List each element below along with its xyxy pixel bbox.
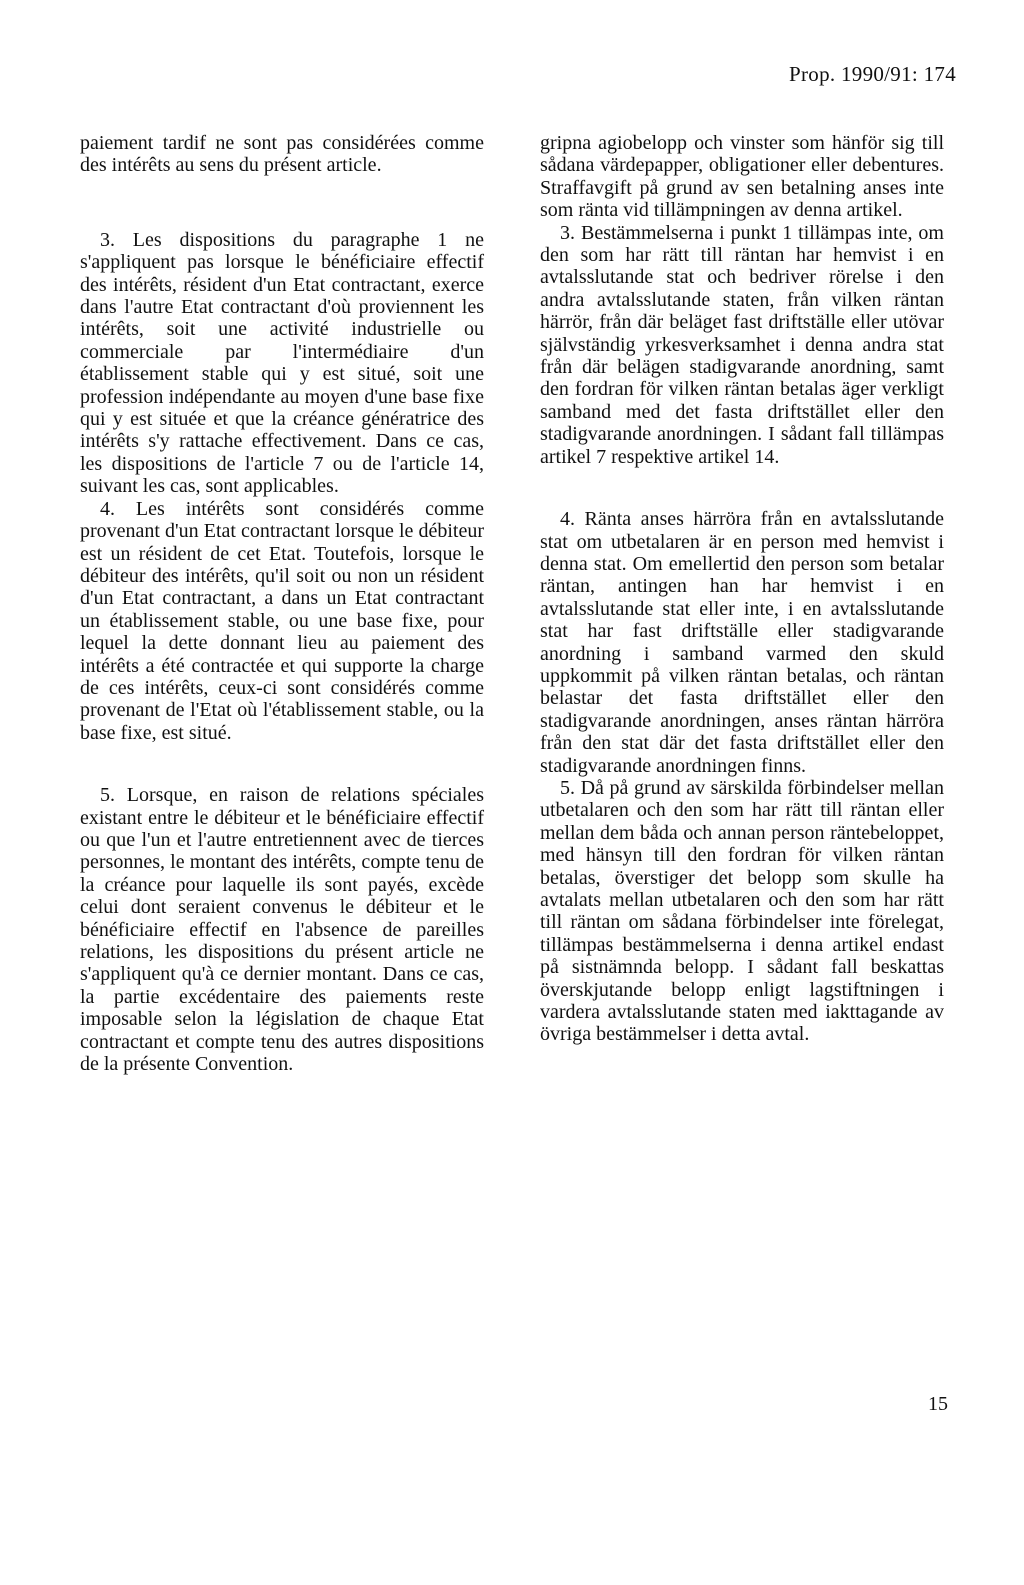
swedish-paragraph-continuation: gripna agiobelopp och vinster som hänför sig till sådana värdepapper, obligationer eller debentures. Straffavgift på grund av sen betalning anses inte som ränta vid tillämpningen av denna artikel. [540, 132, 944, 222]
french-paragraph-5: 5. Lorsque, en raison de relations spéciales existant entre le débiteur et le bénéficiaire effectif ou que l'un et l'autre entretiennent avec de tierces personnes, le montant des intérêts, compte tenu de la créance pour laquelle ils sont payés, excède celui dont seraient convenus le débiteur et le bénéficiaire effectif en l'absence de pareilles relations, les dispositions du présent article ne s'appliquent qu'à ce dernier montant. Dans ce cas, la partie excédentaire des paiements reste imposable selon la législation de chaque Etat contractant et compte tenu des autres dispositions de la présente Convention. [80, 784, 484, 1076]
swedish-paragraph-5: 5. Då på grund av särskilda förbindelser mellan utbetalaren och den som har rätt till räntan eller mellan dem båda och annan person räntebeloppet, med hänsyn till den fordran för vilken räntan betalas, överstiger det belopp som skulle ha avtalats mellan utbetalaren och den som har rätt till räntan om sådana förbindelser inte förelegat, tillämpas bestämmelserna i denna artikel endast på sistnämnda belopp. I sådant fall beskattas överskjutande belopp enligt lagstiftningen i vardera avtalsslutande staten med iakttagande av övriga bestämmelser i detta avtal. [540, 776, 944, 1046]
page-number: 15 [928, 1393, 948, 1415]
swedish-paragraph-4: 4. Ränta anses härröra från en avtalsslutande stat om utbetalaren är en person med hemvist i denna stat. Om emellertid den person som betalar räntan, antingen han har hemvist i en avtalsslutande stat eller inte, i en avtalsslutande stat har fast driftställe eller stadigvarande anordning i samband varmed den skuld uppkommit på vilken räntan betalas, och räntan belastar det fasta driftstället eller den stadigvarande anordningen, anses räntan härröra från den stat där det fasta driftstället eller den stadigvarande anordningen finns. [540, 508, 944, 777]
french-column [80, 132, 484, 1075]
french-paragraph-4: 4. Les intérêts sont considérés comme provenant d'un Etat contractant lorsque le débiteur est un résident de cet Etat. Toutefois, lorsque le débiteur des intérêts, qu'il soit ou non un résident d'un Etat contractant, a dans un Etat contractant un établissement stable, ou une base fixe, pour lequel la dette donnant lieu au paiement des intérêts a été contractée et qui supporte la charge de ces intérêts, ceux-ci sont considérés comme provenant de l'Etat où l'établissement stable, ou la base fixe, est situé. [80, 497, 484, 744]
french-paragraph-3: 3. Les dispositions du paragraphe 1 ne s'appliquent pas lorsque le bénéficiaire effectif des intérêts, résident d'un Etat contractant, exerce dans l'autre Etat contractant d'où proviennent les intérêts, soit une activité industrielle ou commerciale par l'intermédiaire d'un établissement stable qui y est situé, soit une profession indépendante au moyen d'une base fixe qui y est située et que la créance génératrice des intérêts s'y rattache effectivement. Dans ce cas, les dispositions de l'article 7 ou de l'article 14, suivant les cas, sont applicables. [80, 228, 484, 498]
swedish-paragraph-3: 3. Bestämmelserna i punkt 1 tillämpas inte, om den som har rätt till räntan har hemvist i en avtalsslutande stat och bedriver rörelse i den andra avtalsslutande staten, från vilken räntan härrör, från där beläget fast driftställe eller utövar självständig yrkesverksamhet i denna andra stat från där belägen stadigvarande anordning, samt den fordran för vilken räntan betalas äger verkligt samband med det fasta driftstället eller den stadigvarande anordningen. I sådant fall tillämpas artikel 7 respektive artikel 14. [540, 221, 944, 468]
swedish-column [540, 132, 944, 1046]
running-head: Prop. 1990/91: 174 [789, 62, 956, 86]
french-paragraph-continuation: paiement tardif ne sont pas considérées comme des intérêts au sens du présent article. [80, 132, 484, 177]
